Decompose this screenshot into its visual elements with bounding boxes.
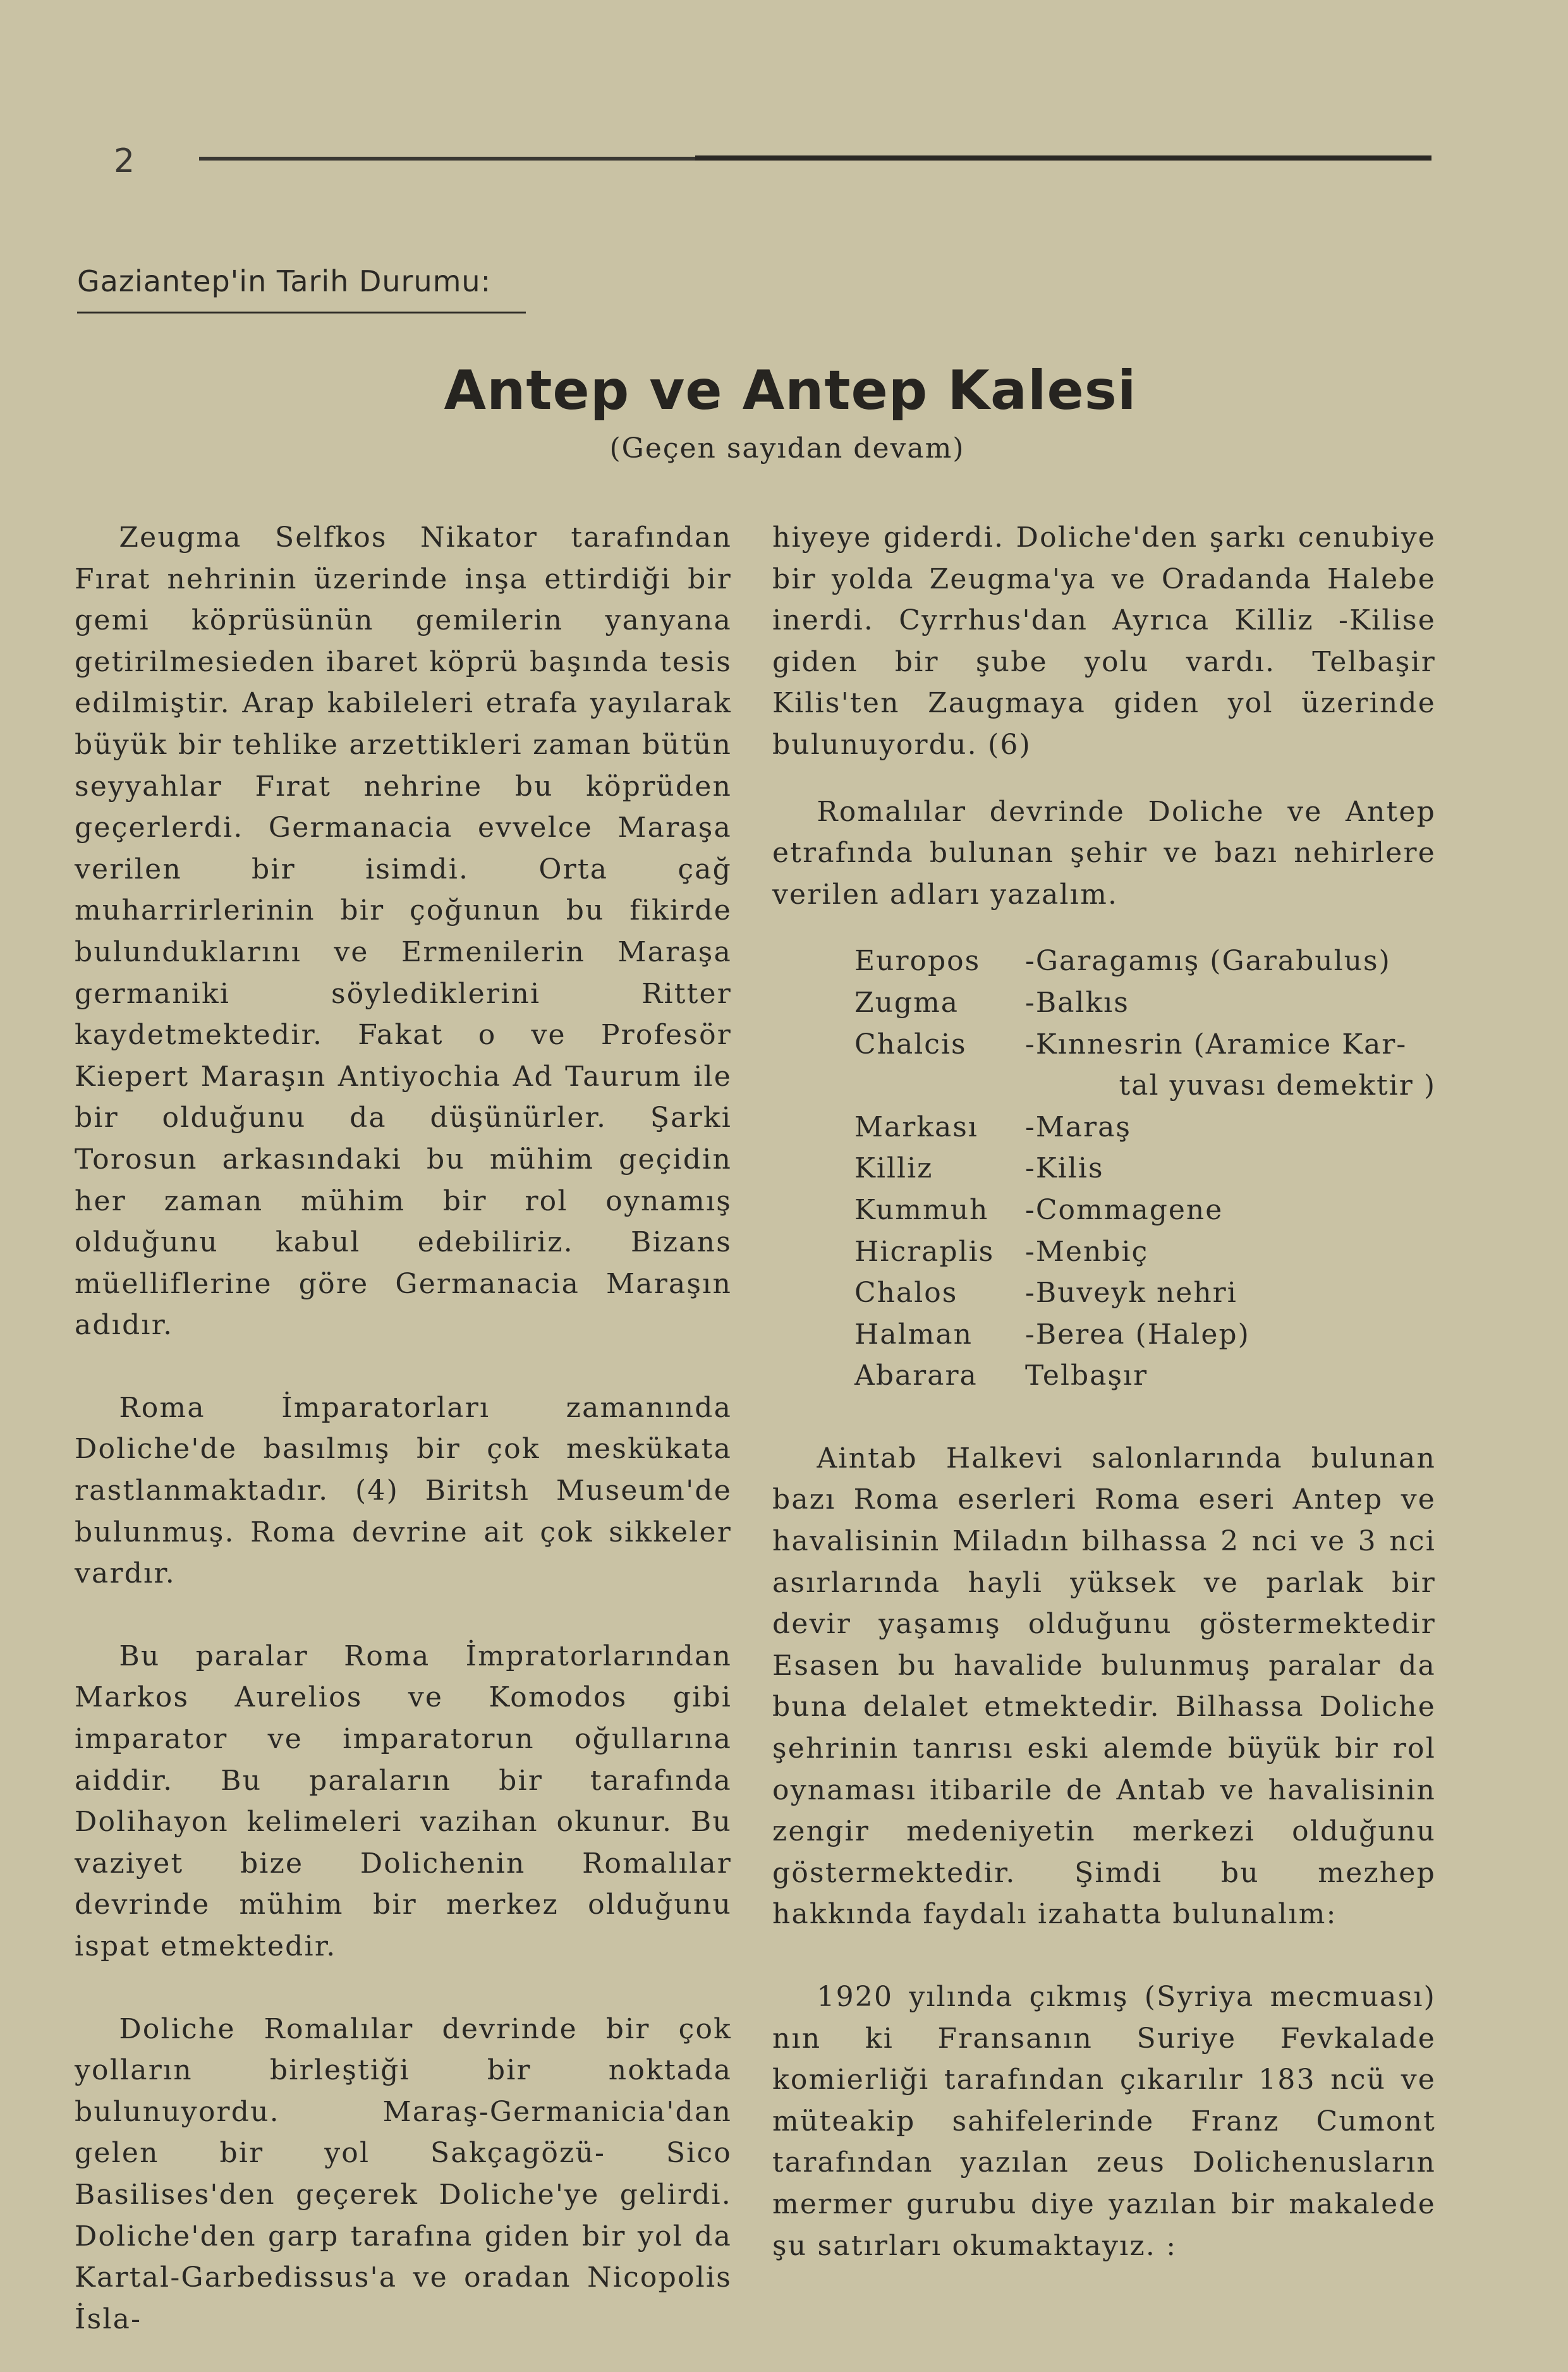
table-row xyxy=(854,1272,1436,1314)
article-subtitle: (Geçen sayıdan devam) xyxy=(609,432,965,465)
modern-name: -Berea (Halep) xyxy=(1025,1318,1250,1351)
ancient-name: Markası xyxy=(854,1110,978,1143)
place-names-table xyxy=(854,940,1436,1397)
modern-name: -Buveyk nehri xyxy=(1025,1277,1237,1310)
modern-name: -Kınnesrin (Aramice Kar- xyxy=(1025,1028,1407,1061)
ancient-name: Chalos xyxy=(854,1277,958,1310)
table-row xyxy=(854,1314,1436,1356)
ancient-name: Halman xyxy=(854,1318,973,1351)
ancient-name: Abarara xyxy=(854,1359,978,1392)
table-row xyxy=(854,1024,1436,1066)
ancient-name: Kummuh xyxy=(854,1193,989,1226)
paragraph: hiyeye giderdi. Doliche'den şarkı cenubiye bir yolda Zeugma'ya ve Oradanda Halebe inerdi. Cyrrhus'dan Ayrıca Killiz -Kilise giden bir şube yolu vardı. Telbaşir Kilis'ten Zaugmaya giden yol üzerinde bulunuyordu. (6) xyxy=(772,521,1436,761)
paragraph: Doliche Romalılar devrinde bir çok yolların birleştiği bir noktada bulunuyordu. Maraş-Germanicia'dan gelen bir yol Sakçagözü- Sico Basilises'den geçerek Doliche'ye gelirdi. Doliche'den garp tarafına giden bir yol da Kartal-Garbedissus'a ve oradan Nicopolis İsla- xyxy=(75,2012,732,2335)
table-row xyxy=(854,1107,1436,1148)
paragraph: Zeugma Selfkos Nikator tarafından Fırat nehrinin üzerinde inşa ettirdiği bir gemi köprüsünün gemilerin yanyana getirilmesieden ibaret köprü başında tesis edilmiştir. Arap kabileleri etrafa yayılarak büyük bir tehlike arzettikleri zaman bütün seyyahlar Fırat nehrine bu köprüden geçerlerdi. Germanacia evvelce Maraşa verilen bir isimdi. Orta çağ muharrirlerinin bir çoğunun bu fikirde bulunduklarını ve Ermenilerin Maraşa germaniki söylediklerini Ritter kaydetmektedir. Fakat o ve Profesör Kiepert Maraşın Antiyochia Ad Taurum ile bir olduğunu da düşünürler. Şarki Torosun arkasındaki bu mühim geçidin her zaman mühim bir rol oynamış olduğunu kabul edebiliriz. Bizans müelliflerine göre Germanacia Maraşın adıdır. xyxy=(75,521,732,1342)
table-row xyxy=(854,1355,1436,1397)
table-row xyxy=(854,1189,1436,1231)
modern-name: tal yuvası demektir ) xyxy=(1119,1069,1436,1102)
ancient-name: Zugma xyxy=(854,986,959,1019)
ancient-name xyxy=(854,1065,1025,1107)
modern-name: -Kilis xyxy=(1025,1152,1104,1185)
article-title: Antep ve Antep Kalesi xyxy=(444,359,1137,422)
modern-name: -Garagamış (Garabulus) xyxy=(1025,945,1391,978)
table-row xyxy=(854,982,1436,1024)
paragraph: Aintab Halkevi salonlarında bulunan bazı Roma eserleri Roma eseri Antep ve havalisinin Miladın bilhassa 2 nci ve 3 nci asırlarında hayli yüksek ve parlak bir devir yaşamış olduğunu göstermektedir Esasen bu havalide bulunmuş paralar da buna delalet etmektedir. Bilhassa Doliche şehrinin tanrısı eski alemde büyük bir rol oynaması itibarile de Antab ve havalisinin zengir medeniyetin merkezi olduğunu göstermektedir. Şimdi bu mezhep hakkında faydalı izahatta bulunalım: xyxy=(772,1442,1436,1931)
modern-name: -Commagene xyxy=(1025,1193,1224,1226)
section-label: Gaziantep'in Tarih Durumu: xyxy=(77,264,492,298)
table-row xyxy=(854,1148,1436,1189)
table-row xyxy=(854,1231,1436,1273)
modern-name: Telbaşır xyxy=(1025,1359,1148,1392)
section-underline xyxy=(77,312,526,313)
ancient-name: Chalcis xyxy=(854,1028,967,1061)
modern-name: -Menbiç xyxy=(1025,1235,1149,1268)
ancient-name: Hicraplis xyxy=(854,1235,995,1268)
ancient-name: Europos xyxy=(854,945,981,978)
header-rule-dark xyxy=(695,155,1431,161)
paragraph: 1920 yılında çıkmış (Syriya mecmuası) nın ki Fransanın Suriye Fevkalade komierliği tarafından çıkarılır 183 ncü ve müteakip sahifelerinde Franz Cumont tarafından yazılan zeus Dolichenusların mermer gurubu diye yazılan bir makalede şu satırları okumaktayız. : xyxy=(772,1981,1436,2262)
paragraph: Roma İmparatorları zamanında Doliche'de basılmış bir çok meskükata rastlanmaktadır. (4) Biritsh Museum'de bulunmuş. Roma devrine ait çok sikkeler vardır. xyxy=(75,1391,732,1590)
left-column xyxy=(75,517,732,2340)
modern-name: -Balkıs xyxy=(1025,986,1129,1019)
paragraph: Bu paralar Roma İmpratorlarından Markos Aurelios ve Komodos gibi imparator ve imparatorun oğullarına aiddir. Bu paraların bir tarafında Dolihayon kelimeleri vazihan okunur. Bu vaziyet bize Dolichenin Romalılar devrinde mühim bir merkez olduğunu ispat etmektedir. xyxy=(75,1639,732,1962)
table-row xyxy=(854,1065,1436,1107)
right-column xyxy=(772,517,1436,2266)
paragraph: Romalılar devrinde Doliche ve Antep etrafında bulunan şehir ve bazı nehirlere verilen adları yazalım. xyxy=(772,795,1436,911)
modern-name: -Maraş xyxy=(1025,1110,1131,1143)
ancient-name: Killiz xyxy=(854,1152,933,1185)
page-number: 2 xyxy=(114,142,135,180)
table-row xyxy=(854,940,1436,982)
